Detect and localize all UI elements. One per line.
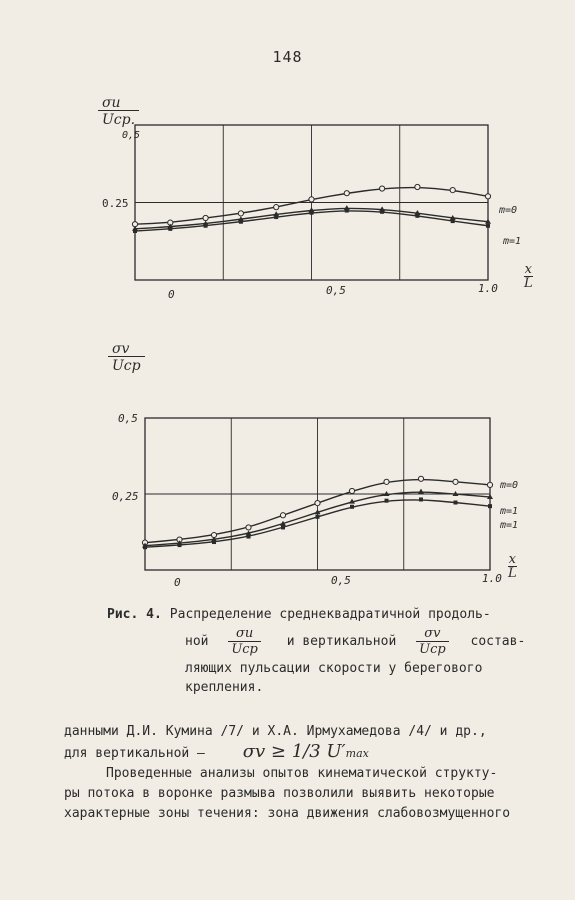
- chart1-series-1-point-1: [167, 224, 173, 229]
- chart1-series-2-point-7: [380, 210, 384, 214]
- body-line2-text: для вертикальной –: [64, 746, 205, 761]
- chart2-series-2-line: [145, 500, 490, 547]
- chart2-ylabel-num: σv: [112, 341, 130, 357]
- caption-text2c: состав-: [470, 634, 526, 649]
- chart1-series-1-point-7: [379, 206, 385, 211]
- body-formula-sub: max: [345, 747, 369, 760]
- chart2-series-1-point-1: [177, 540, 183, 545]
- chart2-xlabel: [508, 553, 517, 580]
- chart2-series-1-point-5: [315, 509, 321, 514]
- chart2-series-1-point-3: [246, 531, 252, 536]
- chart2-series-2-point-1: [178, 543, 182, 547]
- chart1-series-0-line: [135, 188, 488, 225]
- chart2-series-1-point-8: [418, 489, 424, 494]
- chart1-series-2-point-0: [133, 229, 137, 233]
- chart1-series-2-point-6: [345, 209, 349, 213]
- caption-frac2: [416, 626, 449, 657]
- chart1-series-2-point-10: [486, 224, 490, 228]
- chart1-series-2-point-8: [415, 214, 419, 218]
- caption-line3: ляющих пульсации скорости у берегового: [185, 661, 483, 676]
- chart2-series-0-point-6: [349, 488, 354, 493]
- chart1-ylabel-den: Uср.: [98, 110, 139, 127]
- chart2-frame: [145, 418, 490, 570]
- chart2-series-0-line: [145, 480, 490, 543]
- chart2-series-0-point-4: [280, 513, 285, 518]
- body-line3: Проведенные анализы опытов кинематической структу-: [106, 766, 498, 781]
- chart2-series-1-point-2: [211, 537, 217, 542]
- chart2-xlabel-den: L: [508, 566, 517, 581]
- chart1-series-1-point-10: [485, 219, 491, 224]
- caption-frac1-num: σu: [228, 626, 261, 642]
- chart2-series-0-point-2: [211, 532, 216, 537]
- chart1-series-0-point-10: [485, 194, 490, 199]
- chart1-series-1-point-9: [450, 215, 456, 220]
- chart2-series-2-point-2: [212, 540, 216, 544]
- chart2-series-2-point-0: [143, 545, 147, 549]
- chart1-xtick-1: 1.0: [478, 282, 498, 295]
- chart2-series-0-point-8: [418, 476, 423, 481]
- chart1-series-0-point-2: [203, 215, 208, 220]
- chart2-series-1-line: [145, 492, 490, 546]
- chart2-series-0-point-9: [453, 479, 458, 484]
- chart1-series-1-point-2: [203, 221, 209, 226]
- chart2-xtick-05: 0,5: [331, 574, 351, 587]
- chart1-legend-m1: m=1: [503, 236, 522, 247]
- chart2-legend-m1a: m=1: [500, 506, 519, 517]
- chart1-xlabel-den: L: [524, 276, 533, 291]
- body-line4: ры потока в воронке размыва позволили выявить некоторые: [64, 786, 495, 801]
- chart1-xlabel-num: x: [524, 262, 532, 277]
- chart2-ylabel-den: Uср: [108, 356, 145, 373]
- chart1-series-0-point-3: [238, 211, 243, 216]
- chart1-series-1-point-3: [238, 216, 244, 221]
- chart2-series-2-point-3: [247, 535, 251, 539]
- chart2-series-0-point-0: [142, 540, 147, 545]
- chart1-series-0-point-1: [168, 220, 173, 225]
- body-formula-main: σv ≥ 1/3 U′: [242, 741, 346, 762]
- body-line5: характерные зоны течения: зона движения слабовозмущенного: [64, 806, 511, 821]
- chart2-series-1-point-9: [453, 491, 459, 496]
- chart1-series-0-point-0: [132, 222, 137, 227]
- chart1-xtick-05: 0,5: [326, 284, 346, 297]
- chart2-series-1-point-0: [142, 543, 148, 548]
- caption-frac2-den: Uср: [419, 642, 446, 657]
- chart1-ylabel: [98, 96, 139, 127]
- chart2-series-2-point-5: [316, 515, 320, 519]
- body-formula: [243, 741, 369, 762]
- chart1-series-2-point-1: [168, 227, 172, 231]
- caption-line4: крепления.: [185, 680, 264, 695]
- chart1-series-1-point-8: [414, 210, 420, 215]
- chart2-xlabel-num: x: [508, 552, 516, 567]
- chart2-ytick-025: 0,25: [112, 490, 139, 503]
- chart1-series-0-point-7: [380, 186, 385, 191]
- chart1-series-2-line: [135, 211, 488, 231]
- chart2-series-1-point-10: [487, 494, 493, 499]
- chart2-legend-m1b: m=1: [500, 520, 519, 531]
- caption-text1: Распределение среднеквадратичной продоль-: [169, 607, 491, 622]
- chart1-series-0-point-6: [344, 191, 349, 196]
- chart1-legend-m0: m=0: [499, 205, 518, 216]
- chart1-series-1-point-4: [273, 211, 279, 216]
- chart1-series-2-point-5: [310, 211, 314, 215]
- chart1-series-1-line: [135, 208, 488, 228]
- chart1-series-2-point-3: [239, 220, 243, 224]
- chart1-series-1-point-0: [132, 226, 138, 231]
- chart2-series-2-point-6: [350, 505, 354, 509]
- body-line1: данными Д.И. Кумина /7/ и Х.А. Ирмухамедова /4/ и др.,: [64, 724, 487, 739]
- chart1-series-0-point-5: [309, 197, 314, 202]
- chart2-series-1-point-6: [349, 499, 355, 504]
- chart1-xtick-0: 0: [168, 288, 175, 301]
- chart2-series-2-point-4: [281, 525, 285, 529]
- chart1-ytick-025: 0.25: [102, 197, 129, 210]
- chart2-series-1-point-7: [384, 491, 390, 496]
- chart1-series-1-point-5: [309, 207, 315, 212]
- chart1-ytop-tick: 0,5: [122, 130, 141, 141]
- chart1-series-1-point-6: [344, 205, 350, 210]
- chart2-series-2-point-8: [419, 497, 423, 501]
- chart1-frame: [135, 125, 488, 280]
- caption-frac1: [228, 626, 261, 657]
- body-line2: [64, 742, 369, 764]
- chart2-series-0-point-10: [487, 482, 492, 487]
- chart1-ylabel-num: σu: [102, 95, 121, 111]
- chart2-series-0-point-5: [315, 501, 320, 506]
- page-number: 148: [272, 48, 303, 66]
- chart1-xlabel: [524, 263, 533, 290]
- chart2-series-1-point-4: [280, 521, 286, 526]
- chart2-xtick-1: 1.0: [482, 572, 502, 585]
- caption-line1: [107, 605, 557, 624]
- chart1-series-2-point-4: [274, 215, 278, 219]
- chart1-series-0-point-4: [274, 205, 279, 210]
- chart2-ylabel: [108, 342, 145, 373]
- chart2-series-2-point-9: [454, 501, 458, 505]
- chart2-series-0-point-1: [177, 537, 182, 542]
- chart2-series-0-point-3: [246, 525, 251, 530]
- chart2-series-2-point-10: [488, 504, 492, 508]
- caption-frac2-num: σv: [416, 626, 449, 642]
- chart1-series-2-point-2: [204, 224, 208, 228]
- chart2-series-0-point-7: [384, 479, 389, 484]
- figure-caption: [107, 605, 557, 697]
- caption-text2b: и вертикальной: [286, 634, 397, 649]
- chart1-series-0-point-8: [415, 184, 420, 189]
- caption-line2: [185, 626, 557, 657]
- caption-text2a: ной: [185, 634, 209, 649]
- chart2-legend-m0: m=0: [500, 480, 519, 491]
- caption-frac1-den: Uср: [231, 642, 258, 657]
- chart2-ytop-tick: 0,5: [118, 412, 138, 425]
- chart2-series-2-point-7: [385, 499, 389, 503]
- caption-lead: Рис. 4.: [107, 607, 162, 622]
- chart1-series-0-point-9: [450, 188, 455, 193]
- chart1-series-2-point-9: [451, 219, 455, 223]
- chart2-xtick-0: 0: [174, 576, 181, 589]
